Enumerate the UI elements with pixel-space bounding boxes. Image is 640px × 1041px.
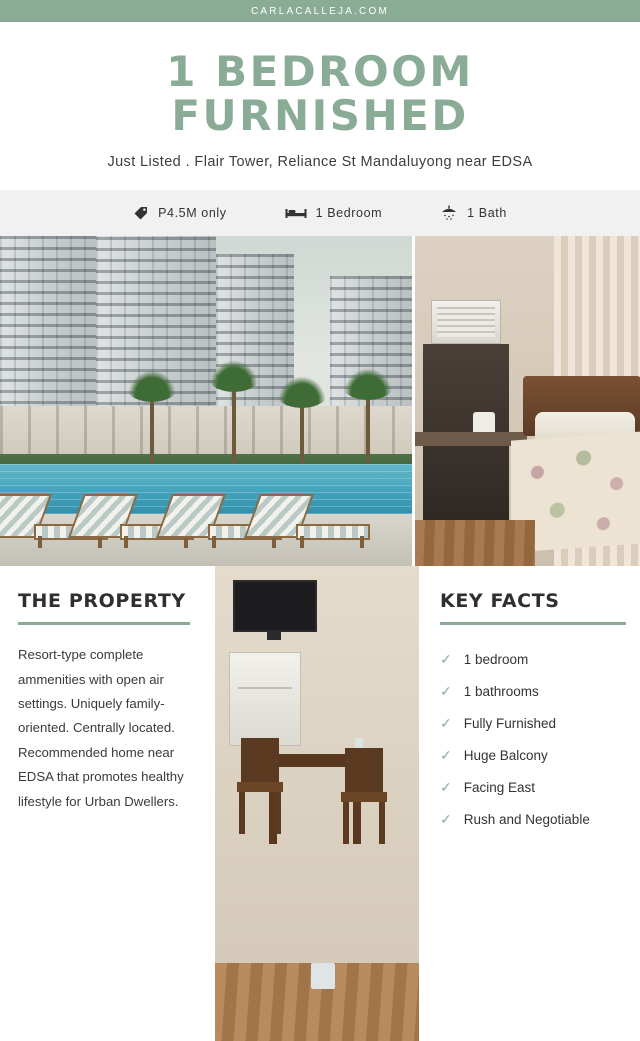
property-divider xyxy=(18,622,190,625)
quick-fact-price-label: P4.5M only xyxy=(158,206,227,221)
quick-fact-bedroom xyxy=(285,205,383,221)
quick-fact-bedroom-label: 1 Bedroom xyxy=(315,206,383,221)
property-heading: THE PROPERTY xyxy=(18,590,186,613)
key-facts-column xyxy=(422,566,640,1041)
quick-fact-bath xyxy=(440,205,507,222)
tower-far-right xyxy=(330,276,412,426)
dining-chair xyxy=(237,738,283,834)
shower-icon xyxy=(440,205,458,222)
tower-left xyxy=(0,236,96,426)
key-facts-divider xyxy=(440,622,626,625)
key-fact-label: Huge Balcony xyxy=(463,747,548,763)
check-icon: ✓ xyxy=(440,811,452,828)
check-icon: ✓ xyxy=(440,715,452,732)
bedroom-photo xyxy=(412,236,640,566)
dining-chair xyxy=(341,748,387,844)
pool-amenity-photo xyxy=(0,236,412,566)
quick-fact-price xyxy=(133,205,227,221)
bottom-section xyxy=(0,566,640,1041)
check-icon: ✓ xyxy=(440,779,452,796)
check-icon: ✓ xyxy=(440,651,452,668)
key-fact-label: Rush and Negotiable xyxy=(463,811,590,827)
property-description: Resort-type complete ammenities with open air settings. Uniquely family-oriented. Centrally located. Recommended home near EDSA that promotes healthy lifestyle for Urban Dwellers. xyxy=(18,647,184,809)
key-fact-label: 1 bathrooms xyxy=(463,683,539,699)
air-conditioner-icon xyxy=(431,300,501,344)
pool-lounger xyxy=(252,492,372,548)
key-fact-label: Facing East xyxy=(463,779,536,795)
quick-facts-strip xyxy=(0,190,640,236)
bedroom-lamp xyxy=(473,412,495,432)
header-block xyxy=(0,22,640,190)
key-facts-list xyxy=(440,643,626,835)
bed-icon xyxy=(285,205,307,221)
photo-row xyxy=(0,236,640,566)
list-item xyxy=(440,707,626,739)
list-item xyxy=(440,643,626,675)
television-icon xyxy=(233,580,317,632)
key-fact-label: Fully Furnished xyxy=(463,715,557,731)
check-icon: ✓ xyxy=(440,683,452,700)
price-tag-icon xyxy=(133,205,149,221)
list-item xyxy=(440,771,626,803)
website-url: CARLACALLEJA.COM xyxy=(250,5,389,17)
trash-bin xyxy=(311,963,335,989)
tv-stand xyxy=(267,632,281,640)
key-facts-heading: KEY FACTS xyxy=(440,590,560,613)
bedroom-floor xyxy=(415,520,535,566)
list-item xyxy=(440,739,626,771)
website-bar xyxy=(0,0,640,22)
page-title: 1 BEDROOM FURNISHED xyxy=(166,47,474,141)
page-subtitle: Just Listed . Flair Tower, Reliance St Mandaluyong near EDSA xyxy=(107,154,533,171)
list-item xyxy=(440,675,626,707)
refrigerator-icon xyxy=(229,652,301,746)
check-icon: ✓ xyxy=(440,747,452,764)
list-item xyxy=(440,803,626,835)
dining-area-photo xyxy=(212,566,422,1041)
quick-fact-bath-label: 1 Bath xyxy=(467,206,507,221)
key-fact-label: 1 bedroom xyxy=(463,651,529,667)
property-column xyxy=(0,566,212,1041)
